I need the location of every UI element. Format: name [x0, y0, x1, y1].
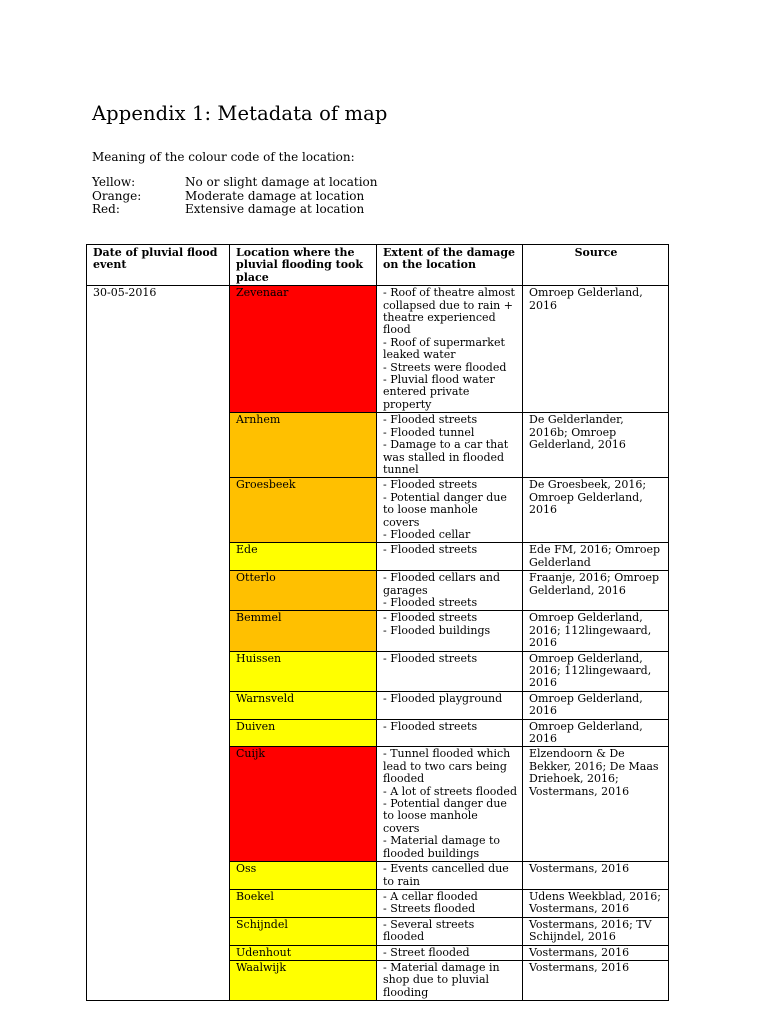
- extent-item: - Street flooded: [383, 945, 470, 959]
- legend-row-orange: [92, 190, 378, 204]
- source-cell: De Groesbeek, 2016; Omroep Gelderland, 2016: [523, 478, 669, 543]
- legend-meaning: Moderate damage at location: [185, 188, 365, 203]
- extent-item: - Flooded streets: [383, 543, 478, 557]
- extent-cell: [377, 862, 523, 890]
- header-location: Location where the pluvial flooding took place: [230, 245, 377, 286]
- extent-cell: [377, 651, 523, 691]
- legend-meaning: No or slight damage at location: [185, 175, 378, 189]
- source-cell: Fraanje, 2016; Omroep Gelderland, 2016: [523, 571, 669, 611]
- location-cell: Warnsveld: [230, 691, 377, 719]
- extent-item: - Flooded tunnel: [383, 425, 475, 439]
- source-cell: Vostermans, 2016; TV Schijndel, 2016: [523, 917, 669, 945]
- extent-item: - Events cancelled due to rain: [383, 862, 509, 888]
- extent-item: - Tunnel flooded which lead to two cars being flooded: [383, 747, 511, 786]
- location-cell: Cuijk: [230, 747, 377, 862]
- extent-item: - Flooded streets: [383, 413, 478, 427]
- extent-item: - Flooded cellar: [383, 527, 471, 541]
- extent-item: - Several streets flooded: [383, 917, 475, 944]
- extent-item: - Flooded cellars and garages: [383, 571, 501, 597]
- location-cell: Duiven: [230, 719, 377, 747]
- location-cell: Schijndel: [230, 917, 377, 945]
- header-extent: Extent of the damage on the location: [377, 245, 523, 286]
- location-cell: Otterlo: [230, 571, 377, 611]
- flood-metadata-table: [86, 244, 669, 1001]
- extent-item: - Flooded streets: [383, 651, 478, 665]
- extent-item: - Damage to a car that was stalled in flooded tunnel: [383, 438, 509, 476]
- extent-item: - Roof of theatre almost collapsed due to rain + theatre experienced flood: [383, 286, 515, 337]
- location-cell: Bemmel: [230, 611, 377, 651]
- colour-code-intro: Meaning of the colour code of the location:: [92, 150, 355, 164]
- legend-row-yellow: [92, 176, 378, 190]
- source-cell: Vostermans, 2016: [523, 960, 669, 1000]
- extent-cell: [377, 889, 523, 917]
- legend-meaning: Extensive damage at location: [185, 202, 365, 216]
- extent-item: - Material damage to flooded buildings: [383, 834, 500, 860]
- table-row: [87, 286, 669, 413]
- extent-cell: [377, 960, 523, 1000]
- source-cell: Udens Weekblad, 2016; Vostermans, 2016: [523, 889, 669, 917]
- extent-item: - Roof of supermarket leaked water: [383, 335, 505, 362]
- extent-item: - Flooded streets: [383, 595, 478, 609]
- extent-item: - A cellar flooded: [383, 889, 478, 903]
- header-date: Date of pluvial flood event: [87, 245, 230, 286]
- extent-cell: [377, 571, 523, 611]
- source-cell: Omroep Gelderland, 2016: [523, 719, 669, 747]
- source-cell: Omroep Gelderland, 2016; 112lingewaard, 2016: [523, 611, 669, 651]
- legend-key: Yellow:: [92, 175, 136, 189]
- extent-item: - Flooded playground: [383, 691, 503, 705]
- location-cell: Huissen: [230, 651, 377, 691]
- extent-cell: [377, 945, 523, 960]
- location-cell: Zevenaar: [230, 286, 377, 413]
- location-cell: Groesbeek: [230, 478, 377, 543]
- location-cell: Oss: [230, 862, 377, 890]
- extent-cell: [377, 719, 523, 747]
- extent-item: - Flooded buildings: [383, 623, 491, 637]
- source-cell: Vostermans, 2016: [523, 945, 669, 960]
- extent-cell: [377, 611, 523, 651]
- extent-cell: [377, 917, 523, 945]
- extent-item: - Potential danger due to loose manhole covers: [383, 490, 507, 529]
- location-cell: Udenhout: [230, 945, 377, 960]
- table-body: [87, 286, 669, 1001]
- extent-cell: [377, 543, 523, 571]
- extent-cell: [377, 691, 523, 719]
- legend-row-red: [92, 203, 378, 217]
- extent-cell: [377, 413, 523, 478]
- source-cell: Vostermans, 2016: [523, 862, 669, 890]
- legend-key: Orange:: [92, 188, 142, 203]
- extent-item: - Potential danger due to loose manhole covers: [383, 797, 507, 835]
- source-cell: Omroep Gelderland, 2016; 112lingewaard, 2016: [523, 651, 669, 691]
- extent-item: - Streets flooded: [383, 902, 476, 916]
- extent-item: - Material damage in shop due to pluvial flooding: [383, 960, 500, 999]
- source-cell: Elzendoorn & De Bekker, 2016; De Maas Driehoek, 2016; Vostermans, 2016: [523, 747, 669, 862]
- header-source: Source: [523, 245, 669, 286]
- source-cell: Ede FM, 2016; Omroep Gelderland: [523, 543, 669, 571]
- extent-cell: [377, 747, 523, 862]
- extent-item: - Streets were flooded: [383, 360, 507, 374]
- extent-cell: [377, 286, 523, 413]
- source-cell: De Gelderlander, 2016b; Omroep Gelderland, 2016: [523, 413, 669, 478]
- extent-cell: [377, 478, 523, 543]
- location-cell: Ede: [230, 543, 377, 571]
- page-title: Appendix 1: Metadata of map: [92, 102, 388, 125]
- location-cell: Waalwijk: [230, 960, 377, 1000]
- table-header-row: [87, 245, 669, 286]
- colour-legend: [92, 176, 378, 217]
- location-cell: Arnhem: [230, 413, 377, 478]
- location-cell: Boekel: [230, 889, 377, 917]
- extent-item: - Flooded streets: [383, 719, 478, 733]
- extent-item: - Flooded streets: [383, 611, 478, 625]
- extent-item: - A lot of streets flooded: [383, 784, 517, 798]
- extent-item: - Flooded streets: [383, 478, 478, 492]
- source-cell: Omroep Gelderland, 2016: [523, 286, 669, 413]
- legend-key: Red:: [92, 202, 120, 216]
- source-cell: Omroep Gelderland, 2016: [523, 691, 669, 719]
- extent-item: - Pluvial flood water entered private property: [383, 373, 495, 411]
- flood-date: 30-05-2016: [87, 286, 230, 1001]
